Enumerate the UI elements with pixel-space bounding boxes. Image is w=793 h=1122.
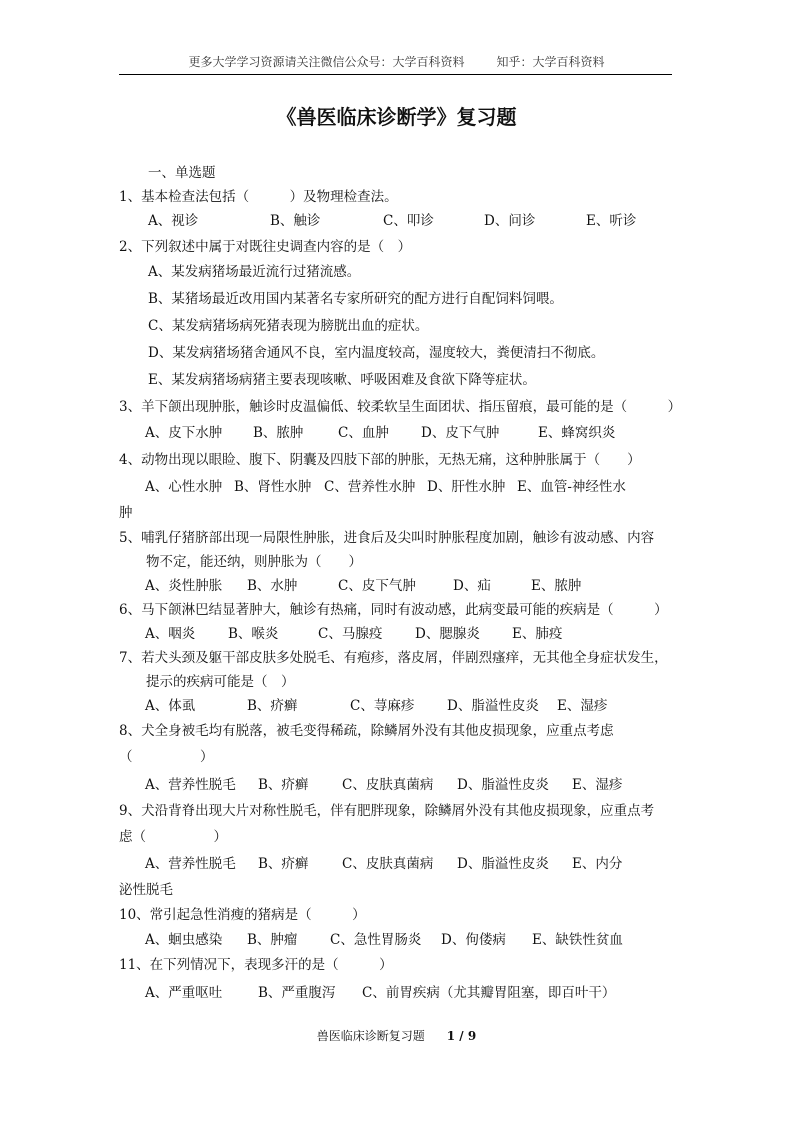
option: D、脂溢性皮炎 — [457, 856, 549, 872]
page-header — [0, 53, 793, 71]
option: B、疥癣 — [258, 777, 309, 793]
option: C、急性胃肠炎 — [330, 932, 422, 948]
option: B、肾性水肿 — [234, 479, 312, 495]
option: C、叩诊 — [383, 213, 434, 229]
option: A、营养性脱毛 — [145, 777, 236, 793]
option: A、视诊 — [148, 213, 199, 229]
question-11: 11、在下列情况下，表现多汗的是（ ） — [119, 957, 393, 973]
option: B、疥癣 — [247, 698, 298, 714]
option: D、脂溢性皮炎 — [457, 777, 549, 793]
option: D、肝性水肿 — [427, 479, 506, 495]
option: A、咽炎 — [145, 626, 196, 642]
question-8-cont: （ ） — [119, 749, 214, 765]
option: C、皮肤真菌病 — [342, 777, 434, 793]
option-wrap: 肿 — [119, 505, 133, 521]
option: E、血管-神经性水 — [517, 479, 626, 495]
question-6: 6、马下颌淋巴结显著肿大，触诊有热痛，同时有波动感，此病变最可能的疾病是（ ） — [119, 602, 668, 618]
option: E、听诊 — [586, 213, 637, 229]
option: C、皮肤真菌病 — [342, 856, 434, 872]
question-4: 4、动物出现以眼睑、腹下、阴囊及四肢下部的肿胀，无热无痛，这种肿胀属于（ ） — [119, 452, 641, 468]
option: B、严重腹泻 — [258, 985, 336, 1001]
section-heading: 一、单选题 — [148, 165, 216, 181]
page-number: 1 / 9 — [446, 1029, 477, 1043]
option: B、喉炎 — [228, 626, 279, 642]
option: A、营养性脱毛 — [145, 856, 236, 872]
option: C、血肿 — [338, 425, 389, 441]
question-5-cont: 物不定，能还纳，则肿胀为（ ） — [146, 554, 362, 570]
option: D、腮腺炎 — [415, 626, 480, 642]
option: E、肺疫 — [512, 626, 563, 642]
header-rule — [119, 74, 672, 75]
option: A、蛔虫感染 — [145, 932, 223, 948]
option: C、马腺疫 — [318, 626, 383, 642]
page-footer — [0, 1027, 793, 1045]
option: E、缺铁性贫血 — [532, 932, 623, 948]
option: E、脓肿 — [531, 578, 582, 594]
option: E、湿疹 — [557, 698, 608, 714]
page-title: 《兽医临床诊断学》复习题 — [276, 105, 517, 129]
option: A、体虱 — [145, 698, 196, 714]
option-wrap: 泌性脱毛 — [119, 882, 173, 898]
option: D、脂溢性皮炎 — [447, 698, 539, 714]
footer-title: 兽医临床诊断复习题 — [316, 1029, 425, 1043]
option: A、心性水肿 — [145, 479, 223, 495]
option: A、皮下水肿 — [145, 425, 223, 441]
header-zhihu: 知乎：大学百科资料 — [496, 55, 605, 69]
question-9: 9、犬沿背脊出现大片对称性脱毛，伴有肥胖现象，除鳞屑外没有其他皮损现象，应重点考 — [119, 803, 655, 819]
option: E、某发病猪场病猪主要表现咳嗽、呼吸困难及食欲下降等症状。 — [148, 372, 536, 388]
option: D、佝偻病 — [441, 932, 506, 948]
option: B、水肿 — [247, 578, 298, 594]
option: C、前胃疾病（尤其瓣胃阻塞，即百叶干） — [362, 985, 616, 1001]
option: D、某发病猪场猪舍通风不良，室内温度较高，湿度较大，粪便清扫不彻底。 — [148, 345, 605, 361]
option: C、皮下气肿 — [338, 578, 416, 594]
option: E、内分 — [572, 856, 623, 872]
option: C、营养性水肿 — [324, 479, 416, 495]
option: E、湿疹 — [572, 777, 623, 793]
option: B、肿瘤 — [247, 932, 298, 948]
option: C、某发病猪场病死猪表现为膀胱出血的症状。 — [148, 318, 429, 334]
option: A、某发病猪场最近流行过猪流感。 — [148, 264, 361, 280]
option: C、荨麻疹 — [350, 698, 415, 714]
question-8: 8、犬全身被毛均有脱落，被毛变得稀疏，除鳞屑外没有其他皮损现象，应重点考虑 — [119, 723, 614, 739]
option: A、炎性肿胀 — [145, 578, 223, 594]
option: D、疝 — [453, 578, 491, 594]
option: D、问诊 — [484, 213, 536, 229]
option: B、脓肿 — [253, 425, 304, 441]
option: A、严重呕吐 — [145, 985, 223, 1001]
question-5: 5、哺乳仔猪脐部出现一局限性肿胀，进食后及尖叫时肿胀程度加剧，触诊有波动感、内容 — [119, 530, 655, 546]
option: D、皮下气肿 — [421, 425, 500, 441]
question-7: 7、若犬头颈及躯干部皮肤多处脱毛、有疱疹，落皮屑，伴剧烈瘙痒，无其他全身症状发生， — [119, 650, 668, 666]
question-9-cont: 虑（ ） — [119, 829, 227, 845]
option: E、蜂窝织炎 — [538, 425, 616, 441]
question-10: 10、常引起急性消瘦的猪病是（ ） — [119, 907, 366, 923]
option: B、疥癣 — [258, 856, 309, 872]
header-wechat: 更多大学学习资源请关注微信公众号：大学百科资料 — [188, 55, 465, 69]
question-2: 2、下列叙述中属于对既往史调查内容的是（ ） — [119, 239, 412, 255]
option: B、某猪场最近改用国内某著名专家所研究的配方进行自配饲料饲喂。 — [148, 291, 563, 307]
question-3: 3、羊下颌出现肿胀，触诊时皮温偏低、较柔软呈生面团状、指压留痕，最可能的是（ ） — [119, 399, 682, 415]
question-7-cont: 提示的疾病可能是（ ） — [146, 674, 295, 690]
option: B、触诊 — [270, 213, 321, 229]
question-1: 1、基本检查法包括（ ）及物理检查法。 — [119, 189, 398, 205]
